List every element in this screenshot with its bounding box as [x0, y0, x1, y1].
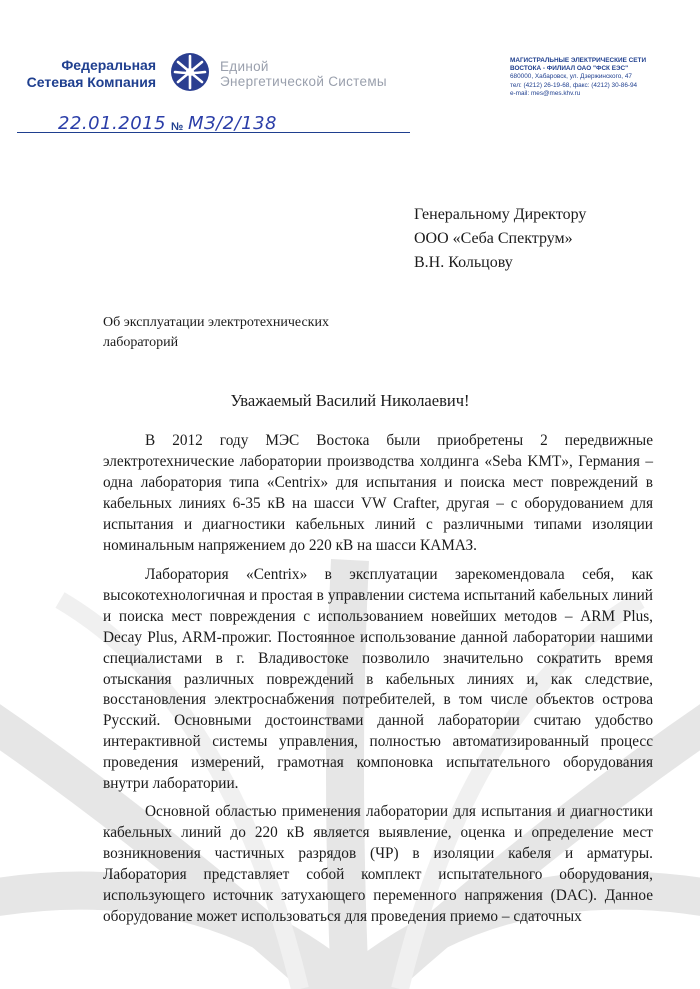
- paragraph-3: Основной областью применения лаборатории для испытания и диагностики кабельных линий до 220 кВ является выявление, оценка и определение мест возникновения частичных разрядов (ЧР) в изоляции кабеля и арматуры. Лаборатория представляет собой комплект испытательного оборудования, использующего источник затухающего переменного напряжения (DAC). Данное оборудование может использоваться для проведения приемо – сдаточных: [103, 803, 653, 925]
- registration-number: МЗ/2/138: [188, 113, 278, 134]
- registration-date: 22.01.2015: [58, 113, 167, 134]
- addressee-line3: В.Н. Кольцову: [414, 254, 513, 271]
- salutation: Уважаемый Василий Николаевич!: [230, 391, 470, 410]
- branch-phone: тел: (4212) 26-19-68, факс: (4212) 30-86-94: [510, 81, 638, 89]
- paragraph-2: Лаборатория «Centrix» в эксплуатации зарекомендовала себя, как высокотехнологичная и простая в управлении система испытаний кабельных линий и поиска мест повреждения с использованием новейших методов – ARM Plus, Decay Plus, ARM-прожиг. Постоянное использование данной лаборатории нашими специалистами в г. Владивостоке позволило значительно сократить время отыскания различных повреждений в кабельных линиях и, как следствие, восстановления электроснабжения потребителей, в том числе объектов острова Русский. Основными достоинствами данной лаборатории считаю удобство интерактивной системы управления, полностью автоматизированный процесс проведения измерений, грамотная компоновка испытательного оборудования внутри лаборатории.: [103, 566, 653, 793]
- ues-name-line2: Энергетической Системы: [220, 74, 387, 89]
- company-name-line1: Федеральная: [61, 57, 156, 73]
- addressee-line1: Генеральному Директору: [414, 206, 587, 223]
- company-name-line2: Сетевая Компания: [26, 74, 156, 90]
- ues-name-line1: Единой: [220, 59, 269, 74]
- paragraph-1: В 2012 году МЭС Востока были приобретены 2 передвижные электротехнические лаборатории производства холдинга «Seba KMT», Германия – одна лаборатория типа «Centrix» для испытания и поиска мест повреждений в кабельных линиях 6-35 кВ на шасси VW Crafter, другая – с оборудованием для испытания и диагностики кабельных линий с различными типами изоляции номинальным напряжением до 220 кВ на шасси КАМАЗ.: [103, 432, 653, 554]
- number-sign: №: [171, 121, 184, 133]
- company-name: [16, 57, 156, 91]
- branch-line1: МАГИСТРАЛЬНЫЕ ЭЛЕКТРИЧЕСКИЕ СЕТИ: [510, 57, 647, 64]
- ues-name: [220, 59, 387, 89]
- fsk-logo-icon: [170, 52, 210, 92]
- subject-block: [103, 313, 329, 353]
- subject-line1: Об эксплуатации электротехнических: [103, 315, 329, 330]
- branch-details: [510, 57, 688, 98]
- addressee-line2: ООО «Себа Спектрум»: [414, 230, 573, 247]
- branch-address: 680000, Хабаровск, ул. Дзержинского, 47: [510, 73, 632, 81]
- registration-line: [17, 132, 410, 133]
- branch-line2: ВОСТОКА - ФИЛИАЛ ОАО "ФСК ЕЭС": [510, 65, 629, 73]
- subject-line2: лабораторий: [103, 335, 179, 350]
- branch-email: e-mail: mes@mes.khv.ru: [510, 89, 581, 97]
- addressee-block: [414, 203, 586, 275]
